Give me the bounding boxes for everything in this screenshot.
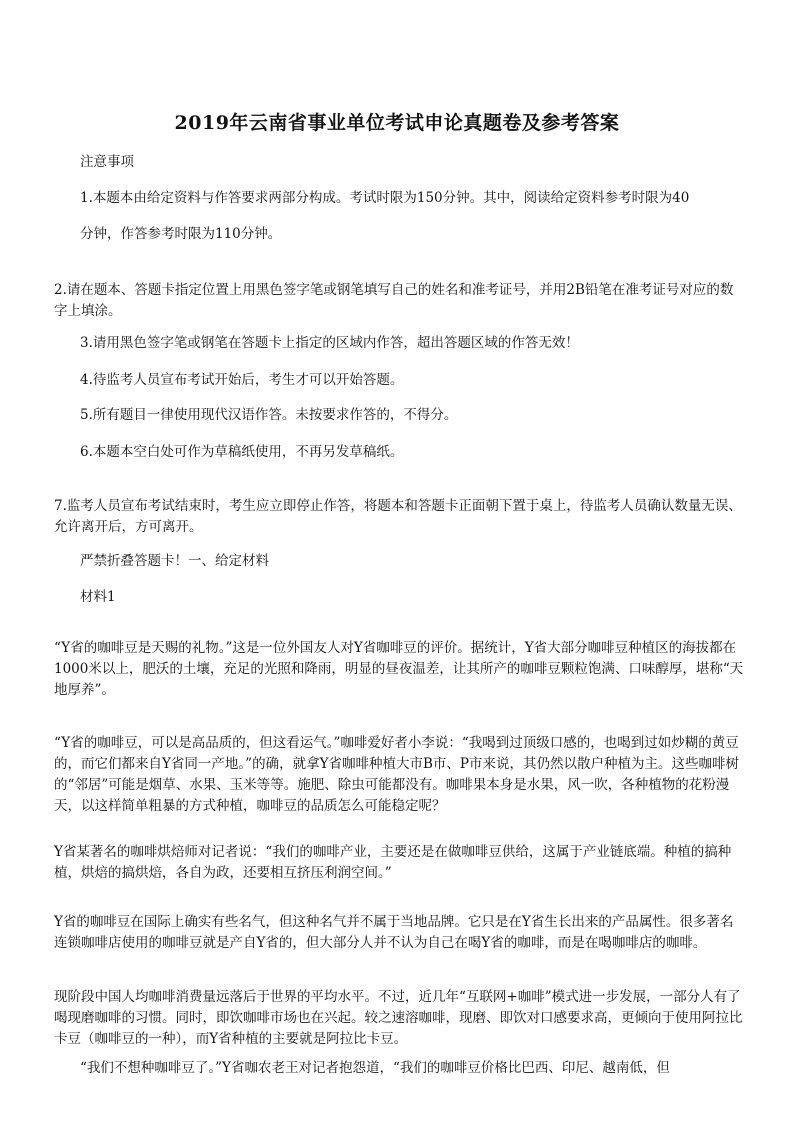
note-4: 4.待监考人员宣布考试开始后，考生才可以开始答题。	[80, 372, 404, 388]
document-title: 2019年云南省事业单位考试申论真题卷及参考答案	[174, 112, 620, 134]
material-paragraph-2: “Y省的咖啡豆，可以是高品质的，但这看运气。”咖啡爱好者小李说：“我喝到过顶级口感的，也喝到过如炒糊的黄豆的，而它们都来自Y省同一产地。”的确，就拿Y省咖啡种植大市B市、P市来说，其仍然以散户种植为主。这些咖啡树的“邻居”可能是烟草、水果、玉米等等。施肥、除虫可能都没有。咖啡果本身是水果，风一吹，各种植物的花粉漫天，以这样简单粗暴的方式种植，咖啡豆的品质怎么可能稳定呢？	[54, 735, 739, 814]
material-paragraph-3: Y省某著名的咖啡烘焙师对记者说：“我们的咖啡产业，主要还是在做咖啡豆供给，这属于产业链底端。种植的搞种植，烘焙的搞烘焙，各自为政，还要相互挤压利润空间。”	[54, 844, 732, 881]
note-1-continued: 分钟，作答参考时限为110分钟。	[80, 226, 282, 242]
material-label: 材料1	[80, 589, 116, 605]
notice-heading: 注意事项	[80, 154, 134, 170]
note-5: 5.所有题目一律使用现代汉语作答。未按要求作答的，不得分。	[80, 407, 458, 423]
material-paragraph-5: 现阶段中国人均咖啡消费量远落后于世界的平均水平。不过，近几年“互联网+咖啡”模式进一步发展，一部分人有了喝现磨咖啡的习惯。同时，即饮咖啡市场也在兴起。较之速溶咖啡，现磨、即饮对口感要求高，更倾向于使用阿拉比卡豆（咖啡豆的一种），而Y省种植的主要就是阿拉比卡豆。	[54, 989, 743, 1047]
material-paragraph-1: “Y省的咖啡豆是天赐的礼物。”这是一位外国友人对Y省咖啡豆的评价。据统计，Y省大部分咖啡豆种植区的海拔都在1000米以上，肥沃的土壤，充足的光照和降雨，明显的昼夜温差，让其所产的咖啡豆颗粒饱满、口味醇厚，堪称“天地厚养”。	[54, 640, 744, 698]
note-7: 7.监考人员宣布考试结束时，考生应立即停止作答，将题本和答题卡正面朝下置于桌上，待监考人员确认数量无误、允许离开后，方可离开。	[54, 498, 742, 535]
note-1: 1.本题本由给定资料与作答要求两部分构成。考试时限为150分钟。其中，阅读给定资料参考时限为40	[80, 190, 690, 206]
note-6: 6.本题本空白处可作为草稿纸使用，不再另发草稿纸。	[80, 444, 404, 460]
material-paragraph-6: “我们不想种咖啡豆了。”Y省咖农老王对记者抱怨道，“我们的咖啡豆价格比巴西、印尼、越南低，但	[80, 1060, 670, 1076]
material-paragraph-4: Y省的咖啡豆在国际上确实有些名气，但这种名气并不属于当地品牌。它只是在Y省生长出来的产品属性。很多著名连锁咖啡店使用的咖啡豆就是产自Y省的，但大部分人并不认为自己在喝Y省的咖啡，而是在喝咖啡店的咖啡。	[54, 914, 734, 951]
note-3: 3.请用黑色签字笔或钢笔在答题卡上指定的区域内作答，超出答题区域的作答无效！	[80, 335, 579, 351]
section-heading: 严禁折叠答题卡！一、给定材料	[80, 553, 269, 569]
note-2: 2.请在题本、答题卡指定位置上用黑色签字笔或钢笔填写自己的姓名和准考证号，并用2B铅笔在准考证号对应的数字上填涂。	[54, 282, 734, 319]
